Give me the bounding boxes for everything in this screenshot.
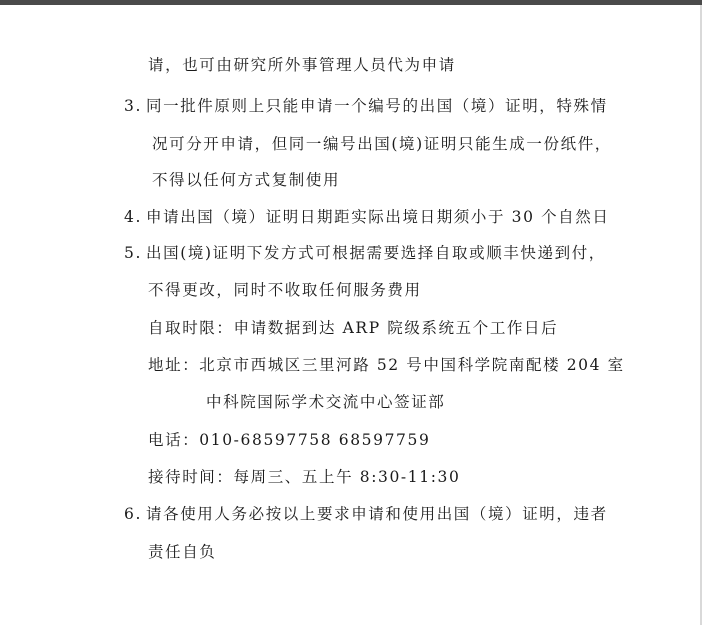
text-line: 不得以任何方式复制使用 [152, 171, 341, 189]
text-line: 不得更改，同时不收取任何服务费用 [148, 281, 422, 299]
list-item-text: 申请出国（境）证明日期距实际出境日期须小于 30 个自然日 [146, 208, 610, 226]
reception-hours: 接待时间：每周三、五上午 8:30-11:30 [148, 468, 461, 486]
text-line: 况可分开申请，但同一编号出国(境)证明只能生成一份纸件， [152, 135, 612, 153]
list-item-4 [124, 207, 609, 227]
text-line: 责任自负 [148, 543, 217, 561]
text-line: 请，也可由研究所外事管理人员代为申请 [148, 56, 456, 74]
list-item-text: 请各使用人务必按以上要求申请和使用出国（境）证明，违者 [146, 505, 608, 523]
address-department: 中科院国际学术交流中心签证部 [206, 393, 446, 411]
address-line: 地址：北京市西城区三里河路 52 号中国科学院南配楼 204 室 [148, 356, 625, 374]
list-number: 4. [124, 208, 142, 226]
list-number: 5. [124, 244, 142, 262]
list-number: 6. [124, 505, 142, 523]
document-page [0, 5, 702, 625]
phone-line: 电话：010-68597758 68597759 [148, 431, 431, 449]
pickup-time-limit: 自取时限：申请数据到达 ARP 院级系统五个工作日后 [148, 319, 559, 337]
list-item-3 [124, 96, 608, 116]
list-item-6 [124, 504, 608, 524]
list-item-text: 出国(境)证明下发方式可根据需要选择自取或顺丰快递到付， [146, 244, 606, 262]
list-item-text: 同一批件原则上只能申请一个编号的出国（境）证明，特殊情 [146, 97, 608, 115]
list-item-5 [124, 243, 606, 263]
list-number: 3. [124, 97, 142, 115]
